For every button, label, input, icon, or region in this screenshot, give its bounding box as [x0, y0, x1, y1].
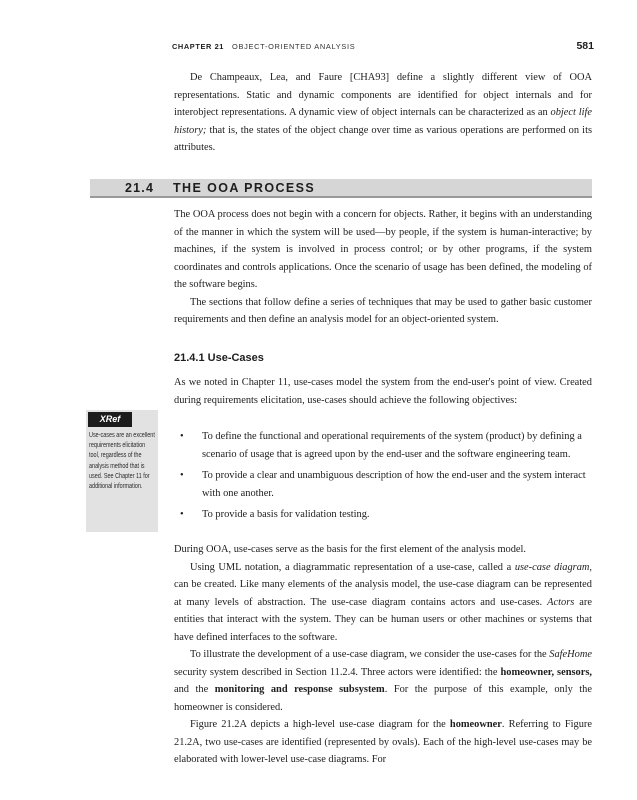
list-item: • To define the functional and operational requirements of the system (product) by defining a scenario of usage that is agreed upon by the end-user and the software engineering team. — [174, 428, 592, 463]
illustration-paragraph: To illustrate the development of a use-case diagram, we consider the use-cases for the SafeHome security system described in Section 11.2.4. Three actors were identified: the homeowner, sensors, and the monitoring and response subsystem. For the purpose of this example, only the homeowner is considered. — [174, 649, 592, 713]
subsection-title: 21.4.1 Use-Cases — [174, 352, 264, 364]
list-item: • To provide a basis for validation testing. — [174, 506, 592, 524]
body-paragraphs — [174, 541, 592, 769]
bullet-icon: • — [180, 470, 184, 481]
subsection-intro-block — [174, 374, 592, 409]
section-paragraph-1: The OOA process does not begin with a concern for objects. Rather, it begins with an understanding of the manner in which the system will be used—by people, if the system is human-interactive; by machines, if the system is involved in process control; or by other programs, if the system coordinates and controls applications. Once the scenario of usage has been defined, the modeling of the software begins. — [174, 209, 592, 290]
list-item: • To provide a clear and unambiguous description of how the end-user and the system interact with one another. — [174, 467, 592, 502]
bullet-icon: • — [180, 431, 184, 442]
running-header — [172, 40, 594, 56]
page-number: 581 — [576, 40, 594, 52]
objectives-list — [174, 428, 592, 528]
xref-label: XRef — [88, 412, 132, 427]
ooa-paragraph: During OOA, use-cases serve as the basis for the first element of the analysis model. — [174, 544, 527, 555]
section-heading — [90, 179, 592, 198]
uml-paragraph: Using UML notation, a diagrammatic representation of a use-case, called a use-case diagram, can be created. Like many elements of the analysis model, the use-case diagram can be represented at many levels of abstraction. The use-case diagram contains actors and use-cases. Actors are entities that interact with the system. They can be human users or other machines or systems that have defined interfaces to the software. — [174, 561, 592, 643]
bullet-icon: • — [180, 509, 184, 520]
subsection-intro: As we noted in Chapter 11, use-cases model the system from the end-user's point of view. Created during requirements elicitation, use-cases should achieve the following objectives: — [174, 377, 592, 406]
section-paragraph-2: The sections that follow define a series of techniques that may be used to gather basic customer requirements and then define an analysis model for an object-oriented system. — [174, 296, 592, 325]
section-body — [174, 206, 592, 329]
chapter-label: CHAPTER 21 — [172, 42, 224, 51]
section-title: THE OOA PROCESS — [173, 181, 316, 195]
figure-paragraph: Figure 21.2A depicts a high-level use-case diagram for the homeowner. Referring to Figure 21.2A, two use-cases are identified (represented by ovals). Each of the high-level use-cases may be elaborated with lower-level use-case diagrams. For — [174, 719, 592, 765]
xref-sidebar — [86, 410, 158, 532]
xref-text: Use-cases are an excellent requirements elicitation tool, regardless of the analysis method that is used. See Chapter 11 for additional information. — [89, 432, 155, 491]
intro-paragraph: De Champeaux, Lea, and Faure [CHA93] define a slightly different view of OOA representations. Static and dynamic components are identified for object internals and for interobject representations. A dynamic view of object internals can be characterized as an object life history; that is, the states of the object change over time as various operations are performed on its attributes. — [174, 72, 592, 153]
intro-paragraph-block — [174, 69, 592, 157]
chapter-title: OBJECT-ORIENTED ANALYSIS — [232, 42, 356, 51]
section-number: 21.4 — [125, 181, 155, 195]
